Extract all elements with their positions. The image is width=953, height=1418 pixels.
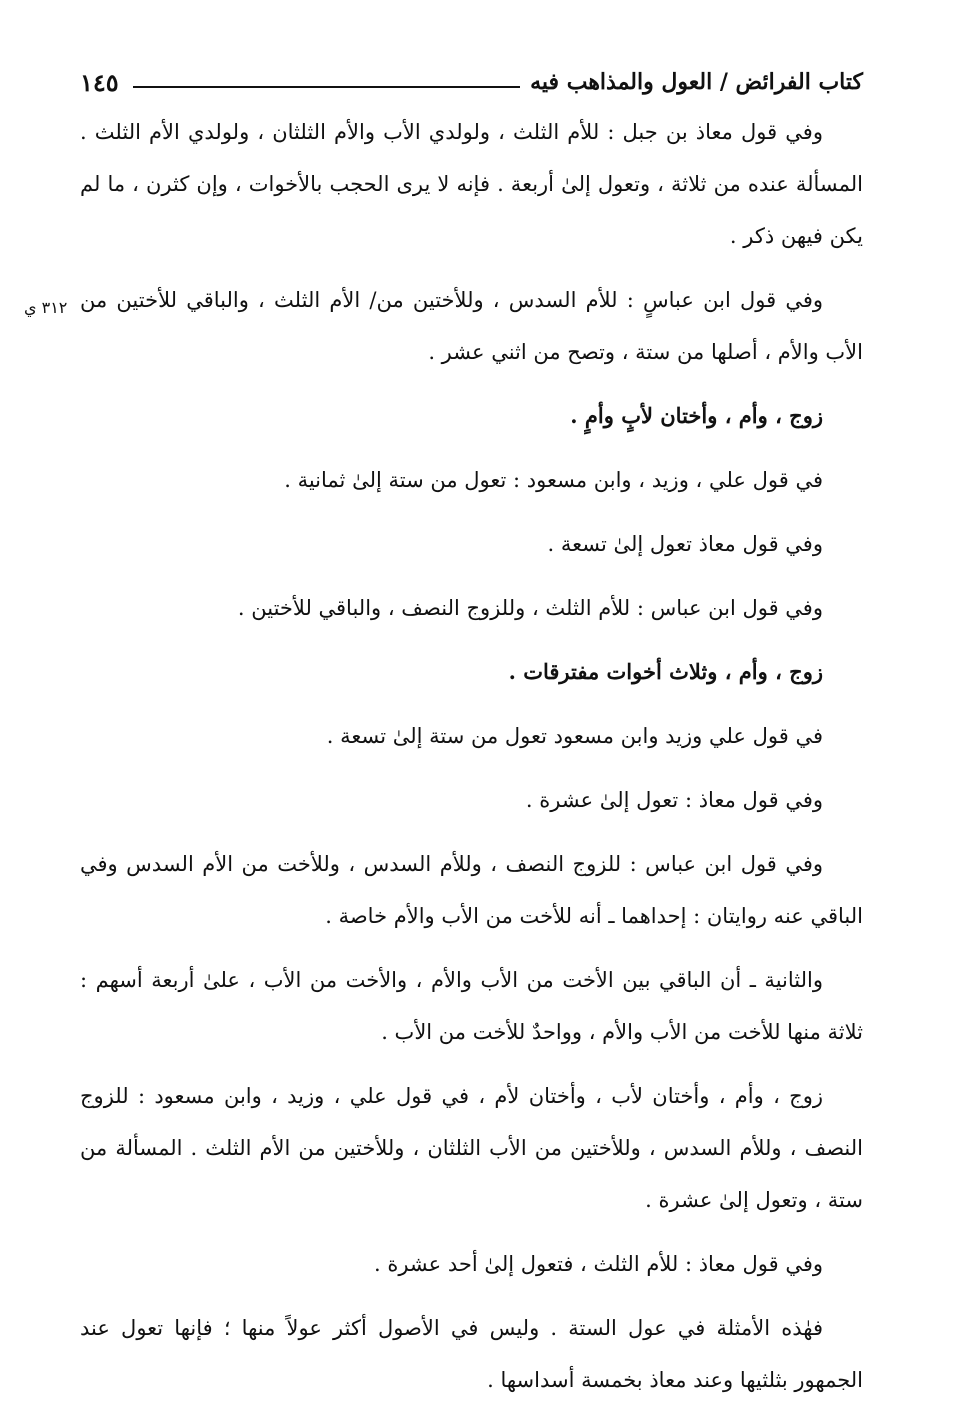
header-rule [133,86,520,88]
paragraph-10: وفي قول ابن عباس : للزوج النصف ، وللأم السدس ، وللأخت من الأم السدس وفي الباقي عنه روايتان : إحداهما ـ أنه للأخت من الأب والأم خاصة . [80,852,863,928]
paragraph-3: زوج ، وأم ، وأختان لأبٍ وأمٍ . [570,403,823,428]
paragraph-14: فهٰذه الأمثلة في عول الستة . وليس في الأصول أكثر عولاً منها ؛ فإنها تعول عند الجمهور بثلثيها وعند معاذ بخمسة أسداسها . [80,1316,863,1392]
paragraph-12: زوج ، وأم ، وأختان لأب ، وأختان لأم ، في قول علي ، وزيد ، وابن مسعود : للزوج النصف ، وللأم السدس ، وللأختين من الأب الثلثان ، وللأختين من الأم الثلث . المسألة من ستة ، وتعول إلىٰ عشرة . [80,1084,863,1212]
paragraph-8: في قول علي وزيد وابن مسعود تعول من ستة إلىٰ تسعة . [326,724,823,748]
paragraph-2: وفي قول ابن عباسٍ : للأم السدس ، وللأختين من/ الأم الثلث ، والباقي للأختين من الأب والأم ، أصلها من ستة ، وتصح من اثني عشر . [80,288,863,364]
paragraph-13: وفي قول معاذ : للأم الثلث ، فتعول إلىٰ أحد عشرة . [373,1252,823,1276]
page-header [80,62,863,102]
paragraph-1: وفي قول معاذ بن جبل : للأم الثلث ، ولولدي الأب والأم الثلثان ، ولولدي الأم الثلث . المسألة عنده من ثلاثة ، وتعول إلىٰ أربعة . فإنه لا يرى الحجب بالأخوات ، وإن كثرن ، ما لم يكن فيهن ذكر . [80,120,863,248]
paragraph-9: وفي قول معاذ : تعول إلىٰ عشرة . [525,788,823,812]
paragraph-4: في قول علي ، وزيد ، وابن مسعود : تعول من ستة إلىٰ ثمانية . [284,468,823,492]
page-number: ١٤٥ [80,67,119,97]
paragraph-11: والثانية ـ أن الباقي بين الأخت من الأب والأم ، والأخت من الأب ، علىٰ أربعة أسهم : ثلاثة منها للأخت من الأب والأم ، وواحدٌ للأخت من الأب . [80,968,863,1044]
paragraph-7: زوج ، وأم ، وثلاث أخوات مفترقات . [508,659,823,684]
margin-reference: ٣١٢ ي [24,298,68,317]
paragraph-6: وفي قول ابن عباس : للأم الثلث ، وللزوج النصف ، والباقي للأختين . [237,596,823,620]
paragraph-5: وفي قول معاذ تعول إلىٰ تسعة . [547,532,823,556]
book-page [80,62,863,1418]
running-title: كتاب الفرائض / العول والمذاهب فيه [530,69,863,95]
